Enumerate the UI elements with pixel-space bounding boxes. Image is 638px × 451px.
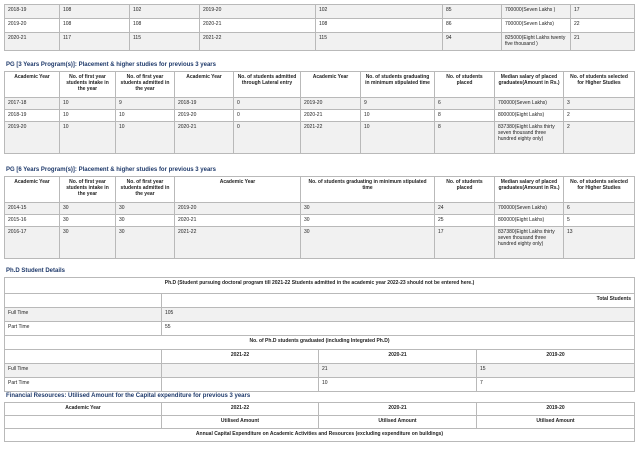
table-row xyxy=(5,364,635,378)
cell: 2019-20 xyxy=(5,122,60,154)
column-header: Academic Year xyxy=(301,72,361,98)
cell: 105 xyxy=(162,308,635,322)
cell: 108 xyxy=(60,19,130,33)
cell: 10 xyxy=(116,110,175,122)
column-header: No. of first year students intake in the year xyxy=(60,177,116,203)
cell: 30 xyxy=(116,203,175,215)
column-header: Academic Year xyxy=(5,72,60,98)
pg3-section-title: PG [3 Years Program(s)]: Placement & higher studies for previous 3 years xyxy=(6,62,216,68)
cell: 21 xyxy=(319,364,477,378)
total-students-header: Total Students xyxy=(162,294,635,308)
table-row xyxy=(5,98,635,110)
cell: 8 xyxy=(435,122,495,154)
phd-section-title: Ph.D Student Details xyxy=(6,268,66,274)
cell: 102 xyxy=(316,5,443,19)
cell: 700000(Seven Lakhs) xyxy=(495,98,564,110)
column-header: Academic Year xyxy=(175,72,234,98)
column-header: No. of students graduating in minimum stipulated time xyxy=(361,72,435,98)
column-subheader: Utilised Amount xyxy=(162,416,319,429)
cell xyxy=(5,294,162,308)
cell: 2019-20 xyxy=(5,19,60,33)
cell: Full Time xyxy=(5,308,162,322)
cell: 5 xyxy=(564,215,635,227)
table-row xyxy=(5,403,635,416)
column-header: No. of students selected for Higher Studies xyxy=(564,72,635,98)
cell: 30 xyxy=(60,203,116,215)
cell: 30 xyxy=(116,215,175,227)
cell: 10 xyxy=(60,122,116,154)
table-row xyxy=(5,350,635,364)
column-subheader: Utilised Amount xyxy=(319,416,477,429)
cell: 6 xyxy=(435,98,495,110)
cell: 108 xyxy=(130,19,200,33)
cell: 8 xyxy=(435,110,495,122)
finance-table xyxy=(4,402,635,442)
cell: 10 xyxy=(361,122,435,154)
table-row xyxy=(5,215,635,227)
cell: 837380(Eight Lakhs thirty seven thousand three hundred eighty only) xyxy=(495,122,564,154)
cell: 2018-19 xyxy=(175,98,234,110)
cell: 9 xyxy=(116,98,175,110)
cell: 2 xyxy=(564,122,635,154)
cell: 7 xyxy=(477,378,635,392)
cell: 3 xyxy=(564,98,635,110)
cell: 2 xyxy=(564,110,635,122)
table-row xyxy=(5,5,635,19)
cell: 115 xyxy=(130,33,200,51)
cell: 9 xyxy=(361,98,435,110)
cell: 2021-22 xyxy=(175,227,301,259)
cell: 102 xyxy=(130,5,200,19)
cell xyxy=(162,364,319,378)
cell: 13 xyxy=(564,227,635,259)
table-row xyxy=(5,294,635,308)
cell: 55 xyxy=(162,322,635,336)
cell: Part Time xyxy=(5,322,162,336)
column-header: No. of students placed xyxy=(435,177,495,203)
cell: 800000(Eight Lakhs) xyxy=(495,215,564,227)
cell: 2016-17 xyxy=(5,227,60,259)
column-header: 2020-21 xyxy=(319,350,477,364)
cell: 2019-20 xyxy=(175,110,234,122)
cell xyxy=(5,350,162,364)
table-row xyxy=(5,278,635,294)
cell: 108 xyxy=(316,19,443,33)
phd-graduated-banner: No. of Ph.D students graduated (including Integrated Ph.D) xyxy=(5,336,635,350)
cell: 2020-21 xyxy=(301,110,361,122)
cell: 2018-19 xyxy=(5,5,60,19)
cell: 2020-21 xyxy=(200,19,316,33)
phd-banner: Ph.D (Student pursuing doctoral program till 2021-22 Students admitted in the academic year 2022-23 should not be entered here.) xyxy=(5,278,635,294)
cell: 17 xyxy=(571,5,635,19)
cell: 2019-20 xyxy=(200,5,316,19)
table-row xyxy=(5,322,635,336)
column-header: No. of students placed xyxy=(435,72,495,98)
cell: 115 xyxy=(316,33,443,51)
column-header: 2021-22 xyxy=(162,403,319,416)
column-header: Academic Year xyxy=(5,403,162,416)
cell: 117 xyxy=(60,33,130,51)
cell: 30 xyxy=(60,215,116,227)
table-row xyxy=(5,227,635,259)
cell: 30 xyxy=(60,227,116,259)
cell: 94 xyxy=(443,33,502,51)
table-row xyxy=(5,33,635,51)
cell: 2021-22 xyxy=(200,33,316,51)
pg6-section-title: PG [6 Years Program(s)]: Placement & higher studies for previous 3 years xyxy=(6,167,216,173)
cell: 15 xyxy=(477,364,635,378)
column-header: Academic Year xyxy=(175,177,301,203)
table-row xyxy=(5,429,635,442)
table-header-row xyxy=(5,177,635,203)
cell: 2019-20 xyxy=(301,98,361,110)
column-header: 2021-22 xyxy=(162,350,319,364)
cell: Part Time xyxy=(5,378,162,392)
pg3-table xyxy=(4,71,635,154)
table-row xyxy=(5,308,635,322)
column-header: Median salary of placed graduates(Amount in Rs.) xyxy=(495,177,564,203)
cell: 0 xyxy=(234,98,301,110)
cell: 2020-21 xyxy=(175,122,234,154)
cell xyxy=(162,378,319,392)
cell: 2021-22 xyxy=(301,122,361,154)
cell: 30 xyxy=(301,215,435,227)
cell: 22 xyxy=(571,19,635,33)
cell: 108 xyxy=(60,5,130,19)
pg6-table xyxy=(4,176,635,259)
column-header: 2020-21 xyxy=(319,403,477,416)
cell: 24 xyxy=(435,203,495,215)
cell: 2020-21 xyxy=(5,33,60,51)
cell: 6 xyxy=(564,203,635,215)
top-table xyxy=(4,4,635,51)
cell: 30 xyxy=(116,227,175,259)
cell: 0 xyxy=(234,110,301,122)
table-row xyxy=(5,122,635,154)
column-header: No. of first year students admitted in the year xyxy=(116,177,175,203)
column-header: 2019-20 xyxy=(477,403,635,416)
column-header: No. of students admitted through Lateral entry xyxy=(234,72,301,98)
table-row xyxy=(5,336,635,350)
finance-banner: Annual Capital Expenditure on Academic Activities and Resources (excluding expenditure on buildings) xyxy=(5,429,635,442)
cell: 10 xyxy=(361,110,435,122)
column-header: No. of students selected for Higher Studies xyxy=(564,177,635,203)
cell: 30 xyxy=(301,227,435,259)
cell: 10 xyxy=(116,122,175,154)
cell: 30 xyxy=(301,203,435,215)
table-row xyxy=(5,378,635,392)
column-header: No. of first year students intake in the year xyxy=(60,72,116,98)
cell: 10 xyxy=(60,98,116,110)
phd-table xyxy=(4,277,635,392)
cell: 2015-16 xyxy=(5,215,60,227)
column-header: Academic Year xyxy=(5,177,60,203)
column-header: Median salary of placed graduates(Amount in Rs.) xyxy=(495,72,564,98)
cell: 825000(Eight Lakhs twenty five thousand ) xyxy=(502,33,571,51)
cell: Full Time xyxy=(5,364,162,378)
cell: 2019-20 xyxy=(175,203,301,215)
table-row xyxy=(5,110,635,122)
cell: 700000(Seven Lakhs) xyxy=(495,203,564,215)
cell: 2020-21 xyxy=(175,215,301,227)
cell: 2018-19 xyxy=(5,110,60,122)
cell: 2014-15 xyxy=(5,203,60,215)
column-header: No. of students graduating in minimum stipulated time xyxy=(301,177,435,203)
cell: 17 xyxy=(435,227,495,259)
cell: 2017-18 xyxy=(5,98,60,110)
column-header: 2019-20 xyxy=(477,350,635,364)
cell: 10 xyxy=(319,378,477,392)
cell: 0 xyxy=(234,122,301,154)
cell: 21 xyxy=(571,33,635,51)
cell: 800000(Eight Lakhs) xyxy=(495,110,564,122)
column-header: No. of first year students admitted in the year xyxy=(116,72,175,98)
cell: 85 xyxy=(443,5,502,19)
cell: 86 xyxy=(443,19,502,33)
cell: 700000(Seven Lakhs) xyxy=(502,19,571,33)
column-subheader: Utilised Amount xyxy=(477,416,635,429)
cell: 10 xyxy=(60,110,116,122)
table-row xyxy=(5,203,635,215)
cell: 700000(Seven Lakhs ) xyxy=(502,5,571,19)
table-header-row xyxy=(5,72,635,98)
table-row xyxy=(5,19,635,33)
cell xyxy=(5,416,162,429)
cell: 837380(Eight Lakhs thirty seven thousand three hundred eighty only) xyxy=(495,227,564,259)
cell: 25 xyxy=(435,215,495,227)
table-row xyxy=(5,416,635,429)
finance-section-title: Financial Resources: Utilised Amount for the Capital expenditure for previous 3 years xyxy=(6,393,251,399)
